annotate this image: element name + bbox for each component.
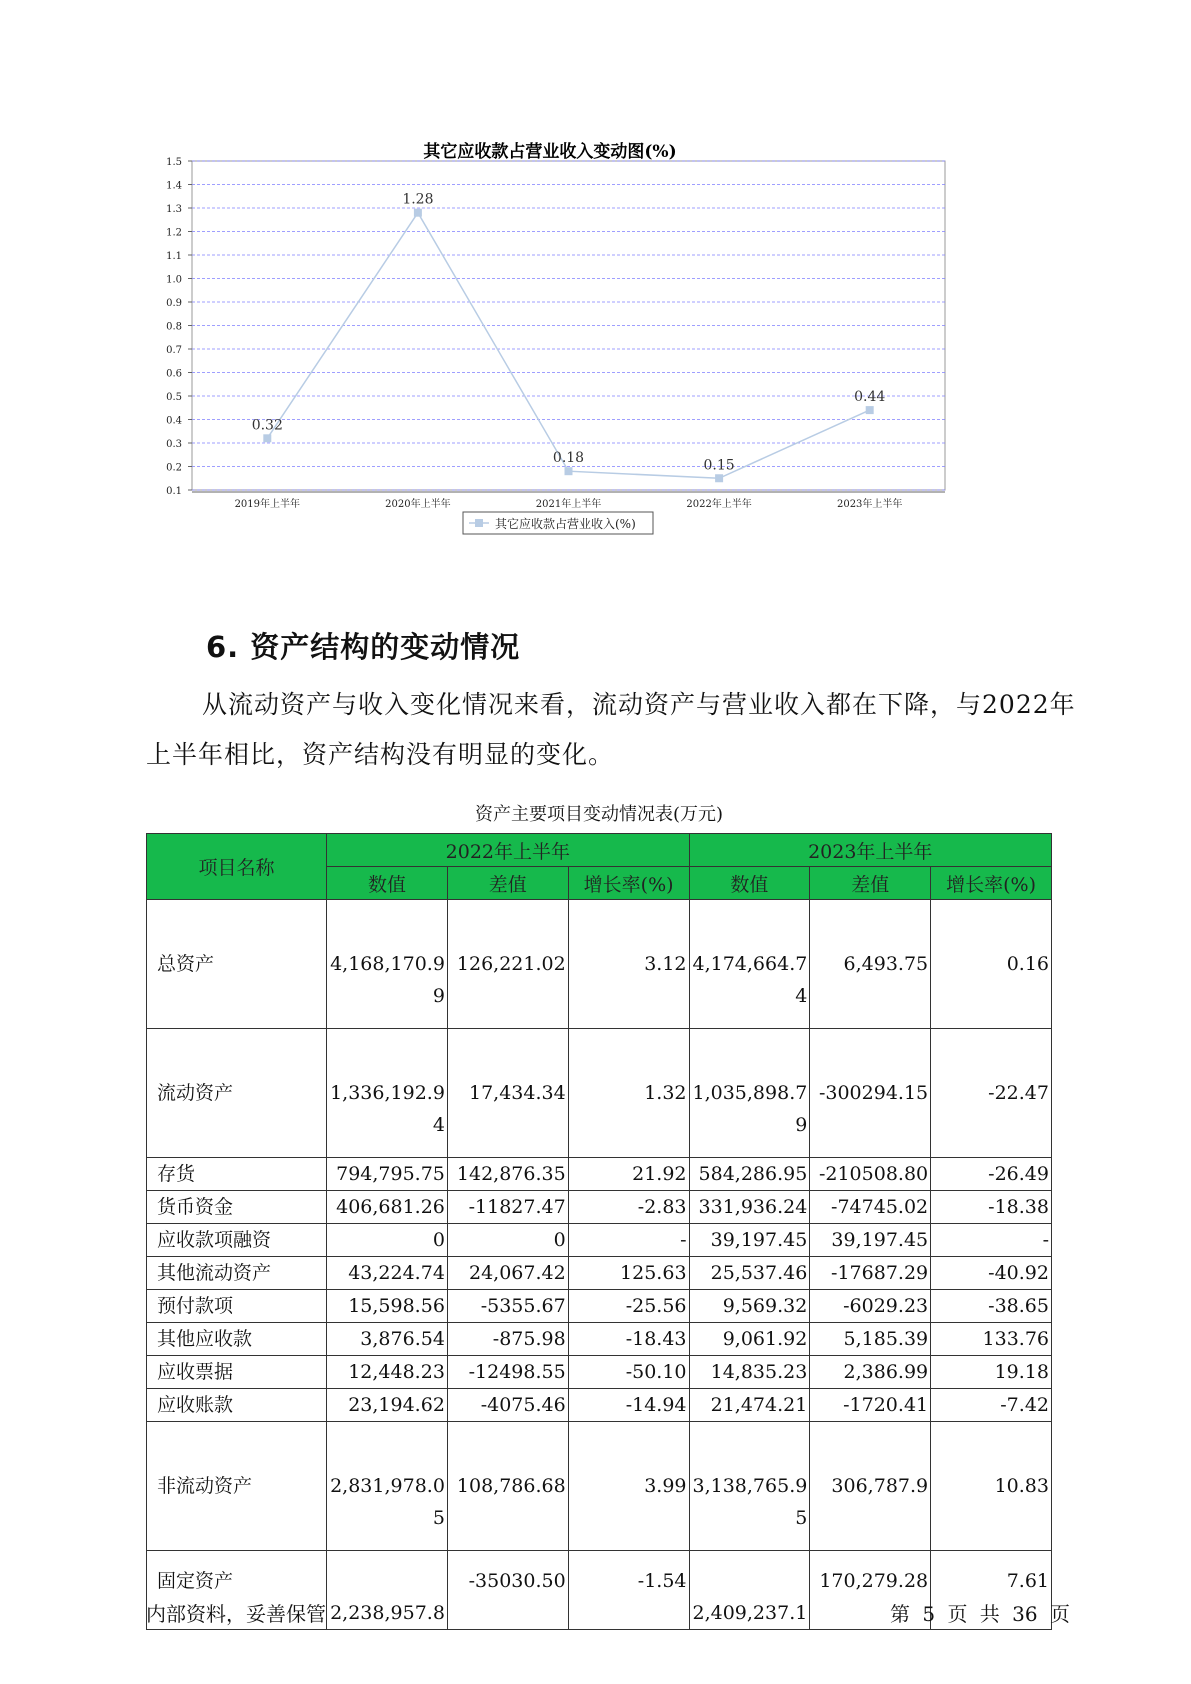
data-point (715, 474, 723, 482)
data-point (263, 434, 271, 442)
row-label: 固定资产 (147, 1551, 327, 1630)
cell-diff-2023: 39,197.45 (810, 1224, 931, 1257)
y-tick-label: 1.3 (166, 204, 182, 215)
cell-growth-2023: 19.18 (931, 1356, 1052, 1389)
data-point (414, 209, 422, 217)
header-value-2023: 数值 (689, 867, 810, 900)
footer-note: 内部资料，妥善保管 (146, 1602, 326, 1626)
y-tick-label: 0.2 (166, 462, 182, 474)
cell-growth-2022: -25.56 (568, 1290, 689, 1323)
header-diff-2022: 差值 (447, 867, 568, 900)
cell-diff-2023: -17687.29 (810, 1257, 931, 1290)
cell-growth-2022: -14.94 (568, 1389, 689, 1422)
table-row (147, 1356, 1052, 1389)
row-label: 流动资产 (147, 1029, 327, 1158)
cell-diff-2023: -300294.15 (810, 1029, 931, 1158)
data-label: 1.28 (402, 191, 434, 208)
data-point (565, 467, 573, 475)
x-tick-label: 2021年上半年 (535, 499, 602, 510)
data-point (866, 406, 874, 414)
series-line (267, 213, 869, 479)
cell-diff-2022: 0 (447, 1224, 568, 1257)
cell-growth-2023: - (931, 1224, 1052, 1257)
row-label: 预付款项 (147, 1290, 327, 1323)
cell-diff-2022: 108,786.68 (447, 1422, 568, 1551)
cell-growth-2023: 7.61 (931, 1551, 1052, 1630)
cell-diff-2023: 6,493.75 (810, 900, 931, 1029)
chart-title: 其它应收款占营业收入变动图(%) (423, 142, 677, 162)
header-item-name: 项目名称 (147, 834, 327, 900)
table-row (147, 1191, 1052, 1224)
y-tick-label: 1.5 (166, 157, 182, 168)
x-tick-label: 2022年上半年 (686, 499, 752, 510)
cell-value-2022: 794,795.75 (327, 1158, 448, 1191)
cell-growth-2022: - (568, 1224, 689, 1257)
cell-value-2023: 2,409,237.1 (689, 1551, 810, 1630)
row-label: 货币资金 (147, 1191, 327, 1224)
cell-diff-2023: -6029.23 (810, 1290, 931, 1323)
x-tick-label: 2019年上半年 (234, 499, 301, 510)
x-tick-label: 2023年上半年 (836, 499, 903, 510)
cell-value-2023: 3,138,765.95 (689, 1422, 810, 1551)
header-growth-2023: 增长率(%) (931, 867, 1052, 900)
table-row (147, 1224, 1052, 1257)
table-row (147, 1323, 1052, 1356)
data-label: 0.18 (552, 450, 585, 467)
legend-marker (475, 519, 483, 527)
line-chart (150, 135, 1050, 585)
x-tick-label: 2020年上半年 (385, 499, 451, 510)
row-label: 应收票据 (147, 1356, 327, 1389)
cell-growth-2023: -38.65 (931, 1290, 1052, 1323)
cell-diff-2022: -5355.67 (447, 1290, 568, 1323)
table-row (147, 1290, 1052, 1323)
x-axis-ticks (235, 497, 903, 510)
y-tick-label: 0.5 (166, 392, 182, 403)
cell-value-2022: 0 (327, 1224, 448, 1257)
cell-value-2022: 15,598.56 (327, 1290, 448, 1323)
cell-growth-2022: 3.12 (568, 900, 689, 1029)
section-paragraph: 从流动资产与收入变化情况来看，流动资产与营业收入都在下降，与2022年上半年相比，资产结构没有明显的变化。 (146, 690, 1076, 769)
cell-value-2022: 3,876.54 (327, 1323, 448, 1356)
y-tick-label: 1.4 (166, 180, 182, 192)
cell-growth-2023: -7.42 (931, 1389, 1052, 1422)
cell-growth-2022: 1.32 (568, 1029, 689, 1158)
y-tick-label: 0.4 (166, 415, 182, 427)
header-group-2023: 2023年上半年 (689, 834, 1051, 867)
y-axis-ticks (166, 157, 192, 497)
cell-diff-2022: 17,434.34 (447, 1029, 568, 1158)
cell-diff-2023: 170,279.28 (810, 1551, 931, 1630)
data-label: 0.32 (251, 417, 283, 434)
cell-value-2023: 584,286.95 (689, 1158, 810, 1191)
cell-value-2023: 21,474.21 (689, 1389, 810, 1422)
cell-value-2022: 12,448.23 (327, 1356, 448, 1389)
cell-growth-2023: 0.16 (931, 900, 1052, 1029)
y-tick-label: 0.1 (166, 486, 182, 497)
cell-growth-2023: -22.47 (931, 1029, 1052, 1158)
cell-value-2023: 9,569.32 (689, 1290, 810, 1323)
row-label: 非流动资产 (147, 1422, 327, 1551)
cell-growth-2022: -18.43 (568, 1323, 689, 1356)
y-tick-label: 0.6 (166, 368, 182, 380)
cell-diff-2023: -210508.80 (810, 1158, 931, 1191)
row-label: 其他应收款 (147, 1323, 327, 1356)
cell-diff-2022: -12498.55 (447, 1356, 568, 1389)
table-row (147, 1257, 1052, 1290)
cell-diff-2022: -35030.50 (447, 1551, 568, 1630)
data-label: 0.15 (703, 457, 735, 474)
cell-diff-2023: 2,386.99 (810, 1356, 931, 1389)
y-tick-label: 0.3 (166, 439, 182, 450)
y-tick-label: 0.8 (166, 321, 182, 333)
row-label: 存货 (147, 1158, 327, 1191)
y-tick-label: 1.2 (166, 227, 182, 239)
cell-value-2023: 14,835.23 (689, 1356, 810, 1389)
row-label: 应收账款 (147, 1389, 327, 1422)
page-number: 第 5 页 共 36 页 (890, 1602, 1070, 1626)
cell-diff-2022: 142,876.35 (447, 1158, 568, 1191)
table-row (147, 900, 1052, 1029)
cell-diff-2022: 126,221.02 (447, 900, 568, 1029)
table-row (147, 1158, 1052, 1191)
chart-gridlines (192, 161, 945, 492)
cell-value-2022: 2,831,978.05 (327, 1422, 448, 1551)
cell-value-2023: 39,197.45 (689, 1224, 810, 1257)
cell-diff-2023: 306,787.9 (810, 1422, 931, 1551)
row-label: 应收款项融资 (147, 1224, 327, 1257)
data-label: 0.44 (854, 389, 886, 406)
cell-growth-2023: -40.92 (931, 1257, 1052, 1290)
row-label: 总资产 (147, 900, 327, 1029)
cell-diff-2022: -4075.46 (447, 1389, 568, 1422)
cell-diff-2023: -1720.41 (810, 1389, 931, 1422)
cell-growth-2023: -26.49 (931, 1158, 1052, 1191)
header-diff-2023: 差值 (810, 867, 931, 900)
cell-diff-2023: 5,185.39 (810, 1323, 931, 1356)
cell-value-2022: 4,168,170.99 (327, 900, 448, 1029)
cell-value-2023: 9,061.92 (689, 1323, 810, 1356)
cell-growth-2023: 133.76 (931, 1323, 1052, 1356)
section-title: 6. 资产结构的变动情况 (206, 630, 521, 664)
cell-value-2022: 23,194.62 (327, 1389, 448, 1422)
cell-growth-2023: -18.38 (931, 1191, 1052, 1224)
cell-value-2022: 43,224.74 (327, 1257, 448, 1290)
header-value-2022: 数值 (327, 867, 448, 900)
cell-value-2023: 331,936.24 (689, 1191, 810, 1224)
asset-table (146, 833, 1052, 1630)
cell-growth-2022: -2.83 (568, 1191, 689, 1224)
chart-series (252, 192, 886, 483)
cell-growth-2022: 3.99 (568, 1422, 689, 1551)
y-tick-label: 1.1 (166, 251, 182, 262)
table-row (147, 1389, 1052, 1422)
cell-growth-2022: 21.92 (568, 1158, 689, 1191)
cell-value-2022: 406,681.26 (327, 1191, 448, 1224)
cell-value-2023: 4,174,664.74 (689, 900, 810, 1029)
cell-value-2022: 1,336,192.94 (327, 1029, 448, 1158)
chart-legend (463, 512, 653, 534)
cell-growth-2022: -1.54 (568, 1551, 689, 1630)
cell-diff-2022: -11827.47 (447, 1191, 568, 1224)
cell-diff-2022: -875.98 (447, 1323, 568, 1356)
cell-value-2023: 25,537.46 (689, 1257, 810, 1290)
y-tick-label: 0.7 (166, 345, 182, 356)
cell-diff-2022: 24,067.42 (447, 1257, 568, 1290)
cell-value-2023: 1,035,898.79 (689, 1029, 810, 1158)
cell-growth-2023: 10.83 (931, 1422, 1052, 1551)
header-group-2022: 2022年上半年 (327, 834, 689, 867)
cell-value-2022: 2,238,957.8 (327, 1551, 448, 1630)
y-tick-label: 0.9 (166, 298, 182, 309)
table-caption: 资产主要项目变动情况表(万元) (474, 804, 724, 825)
cell-growth-2022: -50.10 (568, 1356, 689, 1389)
header-growth-2022: 增长率(%) (568, 867, 689, 900)
table-row (147, 1422, 1052, 1551)
cell-diff-2023: -74745.02 (810, 1191, 931, 1224)
legend-label: 其它应收款占营业收入(%) (495, 517, 636, 531)
table-row (147, 1029, 1052, 1158)
row-label: 其他流动资产 (147, 1257, 327, 1290)
y-tick-label: 1.0 (166, 274, 182, 286)
cell-growth-2022: 125.63 (568, 1257, 689, 1290)
